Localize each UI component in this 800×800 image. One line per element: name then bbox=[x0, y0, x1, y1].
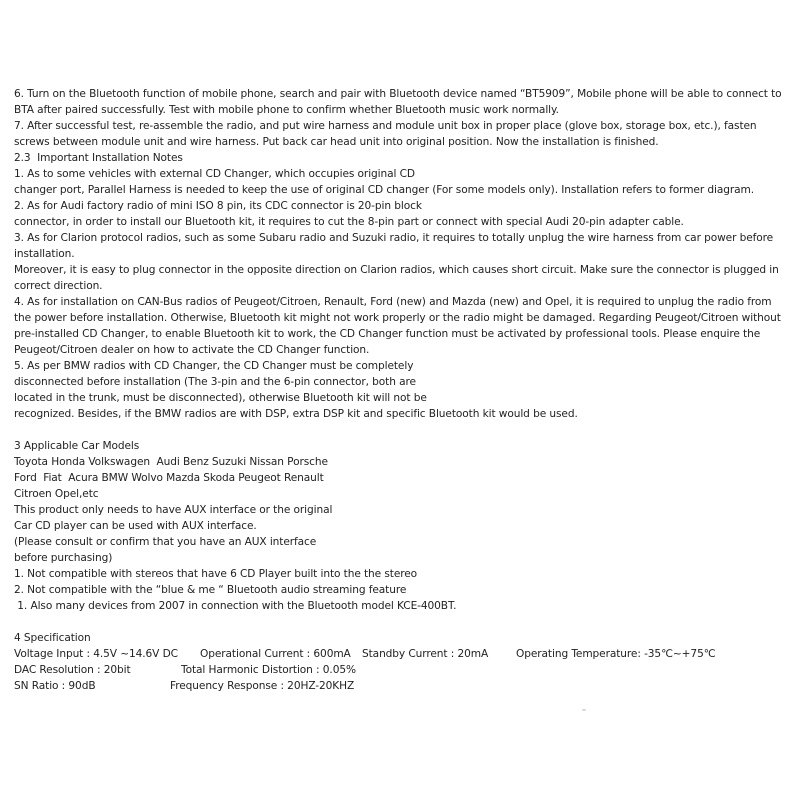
notes-heading: 2.3 Important Installation Notes bbox=[14, 152, 183, 164]
models-line: Citroen Opel,etc bbox=[14, 488, 99, 500]
note-line: correct direction. bbox=[14, 280, 103, 292]
models-line: before purchasing) bbox=[14, 552, 113, 564]
spec-sn-ratio: SN Ratio : 90dB bbox=[14, 680, 96, 692]
step-7-line-2: screws between module unit and wire harness. Put back car head unit into original position. Now the installation is finished. bbox=[14, 136, 659, 148]
note-line: changer port, Parallel Harness is needed to keep the use of original CD changer (For some models only). Installation refers to former diagram. bbox=[14, 184, 754, 196]
note-line: connector, in order to install our Bluetooth kit, it requires to cut the 8-pin part or connect with special Audi 20-pin adapter cable. bbox=[14, 216, 684, 228]
section-gap bbox=[14, 422, 794, 438]
note-line: pre-installed CD Changer, to enable Bluetooth kit to work, the CD Changer function must be activated by professional tools. Please enquire the bbox=[14, 328, 761, 340]
spec-row-3 bbox=[14, 678, 794, 694]
step-6-line-2: BTA after paired successfully. Test with mobile phone to confirm whether Bluetooth music work normally. bbox=[14, 104, 559, 116]
spec-row-2 bbox=[14, 662, 794, 678]
models-line: 2. Not compatible with the “blue & me “ Bluetooth audio streaming feature bbox=[14, 584, 407, 596]
note-line: located in the trunk, must be disconnected), otherwise Bluetooth kit will not be bbox=[14, 392, 427, 404]
document-page bbox=[14, 86, 794, 694]
spec-frequency-response: Frequency Response : 20HZ-20KHZ bbox=[170, 680, 355, 692]
scan-mark bbox=[582, 709, 586, 711]
step-6-line-1: 6. Turn on the Bluetooth function of mobile phone, search and pair with Bluetooth device named “BT5909”, Mobile phone will be able to connect to bbox=[14, 88, 782, 100]
models-line: Ford Fiat Acura BMW Wolvo Mazda Skoda Peugeot Renault bbox=[14, 472, 324, 484]
note-line: 5. As per BMW radios with CD Changer, the CD Changer must be completely bbox=[14, 360, 414, 372]
spec-operating-temperature: Operating Temperature: -35℃~+75℃ bbox=[516, 648, 716, 660]
models-line: 1. Not compatible with stereos that have 6 CD Player built into the the stereo bbox=[14, 568, 418, 580]
note-line: installation. bbox=[14, 248, 75, 260]
note-line: 3. As for Clarion protocol radios, such as some Subaru radio and Suzuki radio, it requires to totally unplug the wire harness from car power before bbox=[14, 232, 774, 244]
spec-voltage: Voltage Input : 4.5V ~14.6V DC bbox=[14, 648, 178, 660]
note-line: 1. As to some vehicles with external CD Changer, which occupies original CD bbox=[14, 168, 415, 180]
models-line: Toyota Honda Volkswagen Audi Benz Suzuki Nissan Porsche bbox=[14, 456, 328, 468]
spec-row-1 bbox=[14, 646, 794, 662]
models-heading: 3 Applicable Car Models bbox=[14, 440, 140, 452]
note-line: disconnected before installation (The 3-pin and the 6-pin connector, both are bbox=[14, 376, 416, 388]
models-line: 1. Also many devices from 2007 in connection with the Bluetooth model KCE-400BT. bbox=[14, 600, 457, 612]
step-7-line-1: 7. After successful test, re-assemble the radio, and put wire harness and module unit box in proper place (glove box, storage box, etc.), fasten bbox=[14, 120, 757, 132]
note-line: Moreover, it is easy to plug connector in the opposite direction on Clarion radios, which causes short circuit. Make sure the connector is plugged in bbox=[14, 264, 779, 276]
note-line: 4. As for installation on CAN-Bus radios of Peugeot/Citroen, Renault, Ford (new) and Mazda (new) and Opel, it is required to unplug the radio from bbox=[14, 296, 772, 308]
spec-heading: 4 Specification bbox=[14, 632, 91, 644]
models-line: Car CD player can be used with AUX interface. bbox=[14, 520, 257, 532]
spec-thd: Total Harmonic Distortion : 0.05% bbox=[181, 664, 356, 676]
spec-dac-resolution: DAC Resolution : 20bit bbox=[14, 664, 131, 676]
section-gap bbox=[14, 614, 794, 630]
note-line: Peugeot/Citroen dealer on how to activate the CD Changer function. bbox=[14, 344, 370, 356]
models-line: This product only needs to have AUX interface or the original bbox=[14, 504, 333, 516]
note-line: 2. As for Audi factory radio of mini ISO 8 pin, its CDC connector is 20-pin block bbox=[14, 200, 422, 212]
spec-operational-current: Operational Current : 600mA bbox=[200, 648, 351, 660]
note-line: recognized. Besides, if the BMW radios are with DSP, extra DSP kit and specific Bluetooth kit would be used. bbox=[14, 408, 578, 420]
spec-standby-current: Standby Current : 20mA bbox=[362, 648, 489, 660]
note-line: the power before installation. Otherwise, Bluetooth kit might not work properly or the radio might be damaged. Regarding Peugeot/Citroen without bbox=[14, 312, 781, 324]
models-line: (Please consult or confirm that you have an AUX interface bbox=[14, 536, 317, 548]
